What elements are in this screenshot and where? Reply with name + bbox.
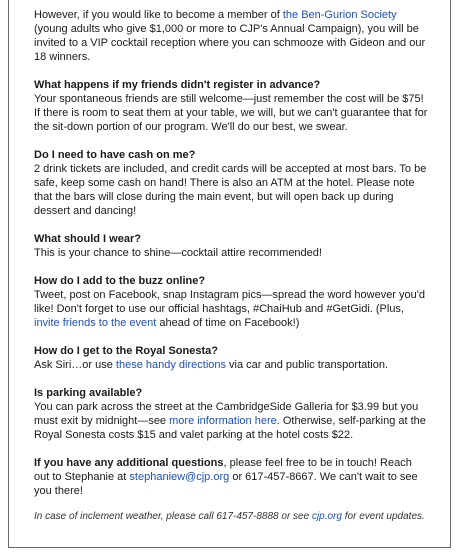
faq-answer-attire: This is your chance to shine—cocktail attire recommended! [34, 247, 322, 259]
faq-question-attire: What should I wear? [34, 233, 141, 245]
faq-question-online: How do I add to the buzz online? [34, 275, 206, 287]
faq-answer-registration: Your spontaneous friends are still welcome—just remember the cost will be $75! If there is room to seat them at your table, we will, but we can't guarantee that for the sit-down portion of our program. We'll do our best, we swear. [34, 93, 428, 133]
directions-link[interactable]: these handy directions [115, 359, 226, 371]
faq-question-cash: Do I need to have cash on me? [34, 149, 196, 161]
invite-friends-link[interactable]: invite friends to the event [34, 317, 157, 329]
faq-question-directions: How do I get to the Royal Sonesta? [34, 345, 218, 357]
faq-answer-online: Tweet, post on Facebook, snap Instagram pics—spread the word however you'd like! Don't forget to use our official hashtags, #ChaiHub and #GetGidi. (Plus, invite friends to the event ahead of time on Facebook!) [34, 289, 425, 329]
faq-question-parking: Is parking available? [34, 387, 143, 399]
cjp-website-link[interactable]: cjp.org [311, 511, 342, 522]
faq-answer-cash: 2 drink tickets are included, and credit cards will be accepted at most bars. To be safe, keep some cash on hand! There is also an ATM at the hotel. Please note that the bars will close during the main event, but will open back up during dessert and dancing! [34, 163, 427, 217]
faq-content [34, 8, 430, 523]
ben-gurion-society-link[interactable]: the Ben-Gurion Society [282, 9, 397, 21]
faq-answer-directions: Ask Siri…or use these handy directions via car and public transportation. [34, 359, 389, 371]
weather-note: In case of inclement weather, please call 617-457-8888 or see cjp.org for event updates. [34, 511, 425, 522]
intro-paragraph: However, if you would like to become a member of the Ben-Gurion Society (young adults who give $1,000 or more to CJP's Annual Campaign), you will be invited to a VIP cocktail reception where you can schmooze with Gideon and our 18 winners. [34, 9, 426, 63]
faq-question-registration: What happens if my friends didn't register in advance? [34, 79, 321, 91]
parking-info-link[interactable]: more information here [169, 415, 277, 427]
email-link[interactable]: stephaniew@cjp.org [129, 471, 230, 483]
contact-paragraph: If you have any additional questions, please feel free to be in touch! Reach out to Stephanie at stephaniew@cjp.org or 617-457-8667. We can't wait to see you there! [34, 457, 418, 497]
faq-answer-parking: You can park across the street at the CambridgeSide Galleria for $3.99 but you must exit by midnight—see more information here. Otherwise, self-parking at the Royal Sonesta costs $15 and valet parking at the hotel costs $22. [34, 401, 426, 441]
